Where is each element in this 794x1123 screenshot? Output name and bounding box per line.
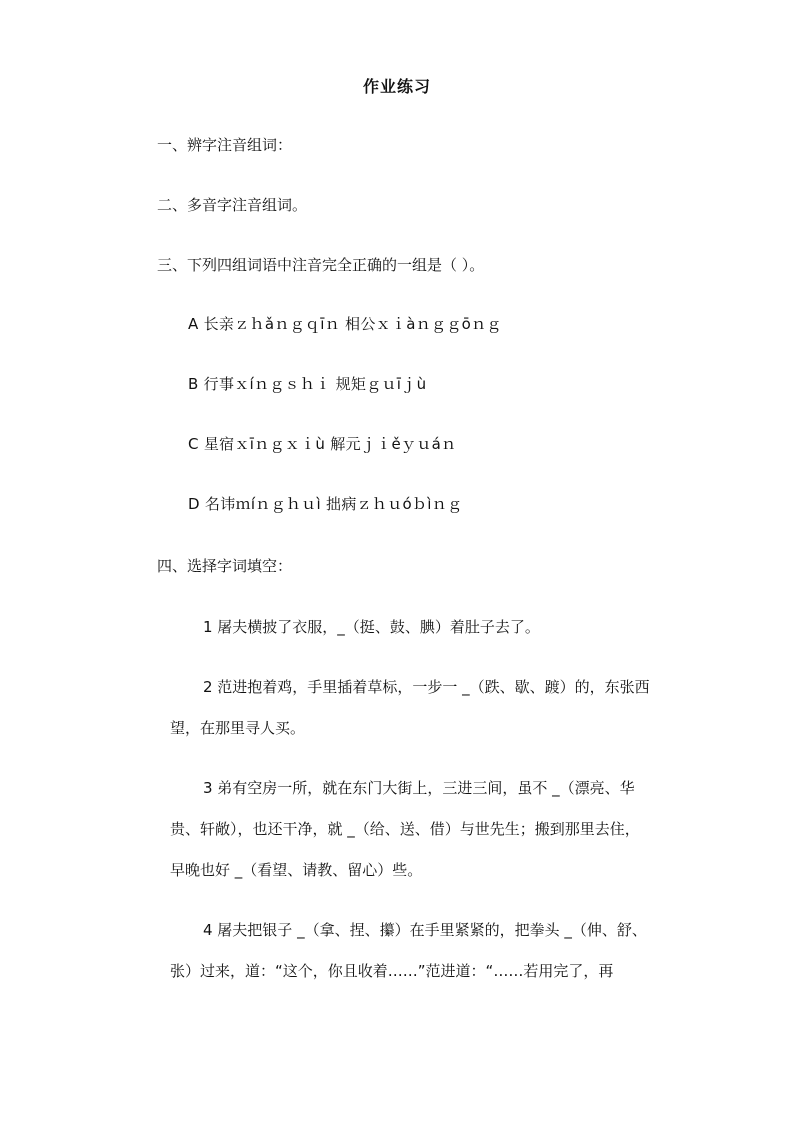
exercise-item-4-line-1: 4 屠夫把银子 _（拿、捏、攥）在手里紧紧的，把拳头 _（伸、舒、	[203, 921, 647, 939]
exercise-item-2-line-1: 2 范进抱着鸡，手里插着草标，一步一 _（跌、歇、踱）的，东张西	[203, 678, 650, 696]
exercise-item-2-line-2: 望，在那里寻人买。	[170, 719, 306, 737]
page-title: 作业练习	[362, 77, 431, 96]
section-2-heading: 二、多音字注音组词。	[157, 196, 308, 214]
section-1-heading: 一、辨字注音组词：	[157, 136, 293, 154]
exercise-item-3-line-3: 早晚也好 _（看望、请教、留心）些。	[170, 861, 423, 879]
exercise-item-3-line-2: 贵、轩敞），也还干净，就 _（给、送、借）与世先生；搬到那里去住，	[170, 820, 640, 838]
option-c: C 星宿ｘīｎｇｘｉù 解元ｊｉěｙｕáｎ	[188, 435, 457, 453]
section-4-heading: 四、选择字词填空：	[157, 557, 293, 575]
option-a: A 长亲ｚｈǎｎｇｑīｎ 相公ｘｉàｎｇｇōｎｇ	[188, 315, 502, 333]
exercise-item-1: 1 屠夫横披了衣服，_（挺、鼓、腆）着肚子去了。	[203, 618, 540, 636]
option-d: D 名讳ｍíｎｇｈｕì 拙病ｚｈｕóｂìｎｇ	[188, 495, 463, 513]
section-3-heading: 三、下列四组词语中注音完全正确的一组是（ ）。	[157, 256, 485, 274]
option-b: B 行事ｘíｎｇｓｈｉ 规矩ｇｕīｊù	[188, 375, 427, 393]
exercise-item-3-line-1: 3 弟有空房一所，就在东门大街上，三进三间，虽不 _（漂亮、华	[203, 779, 635, 797]
exercise-item-4-line-2: 张）过来，道：“这个，你且收着……”范进道：“……若用完了，再	[170, 962, 614, 980]
